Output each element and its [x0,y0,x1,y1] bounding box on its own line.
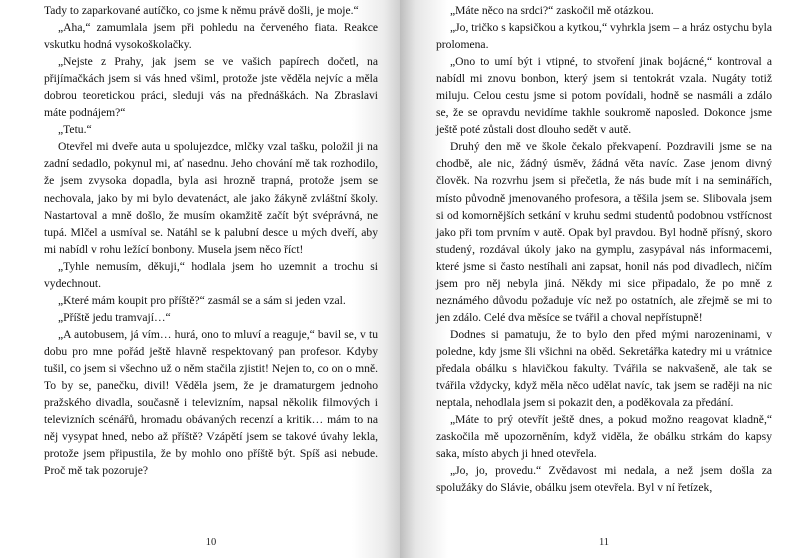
paragraph: „Tetu.“ [58,123,92,137]
right-page-text [436,2,772,496]
paragraph: „Nejste z Prahy, jak jsem se ve vašich papírech dočetl, na přijímačkách jsem si vás hned všiml, protože jste věděla nejvíc a měla dobrou teoretickou práci, sleduji vás na přednáškách. Na Zbraslavi máte podnájem?“ [44,55,378,120]
paragraph: „Jo, tričko s kapsičkou a kytkou,“ vyhrkla jsem – a hráz ostychu byla prolomena. [436,21,772,52]
paragraph: „Ono to umí být i vtipné, to stvoření jinak bojácné,“ kontroval a nabídl mi znovu bonbon, který jsem si tentokrát vzala. Nugáty totiž miluju. Celou cestu jsme si potom povídali, hodně se nasmáli a zdálo se, že se opravdu nevidíme takhle soukromě naposled. Dokonce jsme ještě poté zůstali dost dlouho sedět v autě. [436,55,772,137]
page-number: 11 [598,537,610,548]
paragraph: „Příště jedu tramvají…“ [58,310,171,324]
paragraph: „Tyhle nemusím, děkuji,“ hodlala jsem ho uzemnit a trochu si vydechnout. [44,259,378,290]
right-page [400,0,800,558]
left-page-text [44,2,378,479]
paragraph: Tady to zaparkované autíčko, co jsme k němu právě došli, je moje.“ [44,4,359,17]
paragraph: Druhý den mě ve škole čekalo překvapení. Pozdravili jsme se na chodbě, ale nic, žádný úsměv, žádná věta navíc. Zase jenom divný člověk. Na rozvrhu jsem si přečetla, že nás bude mít i na seminářích, místo původně jmenovaného profesora, a těšila jsem se. Slibovala jsem si od komornějších setkání v kruhu sedmi studentů podobnou vstřícnost jako při tom prvním v autě. Opak byl pravdou. Byl hodně přísný, skoro studený, rozdával úkoly jako na gymplu, zasypával nás informacemi, které jsme si často nestíhali ani zapsat, honil nás pod divadlech, ničím jsem pro něj nebyla jiná. Někdy mi sice připadalo, že po mně z neznámého důvodu požaduje víc než po ostatních, ale zřejmě se mi to jen zdálo. Celé dva měsíce se tvářil a choval nepřístupně! [436,140,772,324]
paragraph: „Které mám koupit pro příště?“ zasmál se a sám si jeden vzal. [58,293,346,307]
page-number: 10 [205,537,217,548]
paragraph: Dodnes si pamatuju, že to bylo den před mými narozeninami, v poledne, kdy jsme šli všichni na oběd. Sekretářka katedry mi u vrátnice předala obálku s hlavičkou fakulty. Tvářila se nakvašeně, ale tak se tvářila vždycky, když měla něco udělat navíc, tak jsem se raději na nic neptala, nehodlala jsem si pokazit den, a poděkovala za předání. [436,327,772,410]
paragraph: „Jo, jo, provedu.“ Zvědavost mi nedala, a než jsem došla za spolužáky do Slávie, obálku jsem otevřela. Byl v ní řetízek, [436,464,772,495]
paragraph: Otevřel mi dveře auta u spolujezdce, mlčky vzal tašku, položil ji na zadní sedadlo, pokynul mi, ať nasednu. Jeho chování mě tak rozhodilo, že jsem zvysoka dopadla, byla asi hrozně trapná, protože jsem se nechovala, jako by mi bylo devatenáct, ale jako žákyně zvláštní školy. Nastartoval a mně došlo, že musím okamžitě začít být svéprávná, ne tupá. Mlčel a usmíval se. Natáhl se k palubní desce u mých dveří, aby mi nabídl v rohu ležící bonbony. Musela jsem něco říct! [44,140,378,256]
paragraph: „Máte něco na srdci?“ zaskočil mě otázkou. [450,4,654,17]
paragraph: „A autobusem, já vím… hurá, ono to mluví a reaguje,“ bavil se, v tu dobu pro mne pořád ještě hlavně respektovaný pan profesor. Kdyby tušil, co jsem si všechno už o něm stačila zjistit! Nejen to, co on o mně. To by se, panečku, divil! Věděla jsem, že je dramaturgem jednoho pražského divadla, současně i televizním, napsal několik filmových i televizních scénářů, hromadu obávaných recenzí a kritik… mám to na něj vysypat hned, nebo až příště? Vzápětí jsem se takové úvahy lekla, protože jsem připustila, že by mohlo ono příště být. Spíš asi nebude. Proč mě tak pozoruje? [44,327,378,478]
paragraph: „Aha,“ zamumlala jsem při pohledu na červeného fiata. Reakce vskutku hodná vysokoškolačky. [44,21,378,52]
paragraph: „Máte to prý otevřít ještě dnes, a pokud možno reagovat kladně,“ zaskočila mě upozorněním, když viděla, že obálku strkám do kapsy saka, místo abych ji hned otevřela. [436,413,772,461]
